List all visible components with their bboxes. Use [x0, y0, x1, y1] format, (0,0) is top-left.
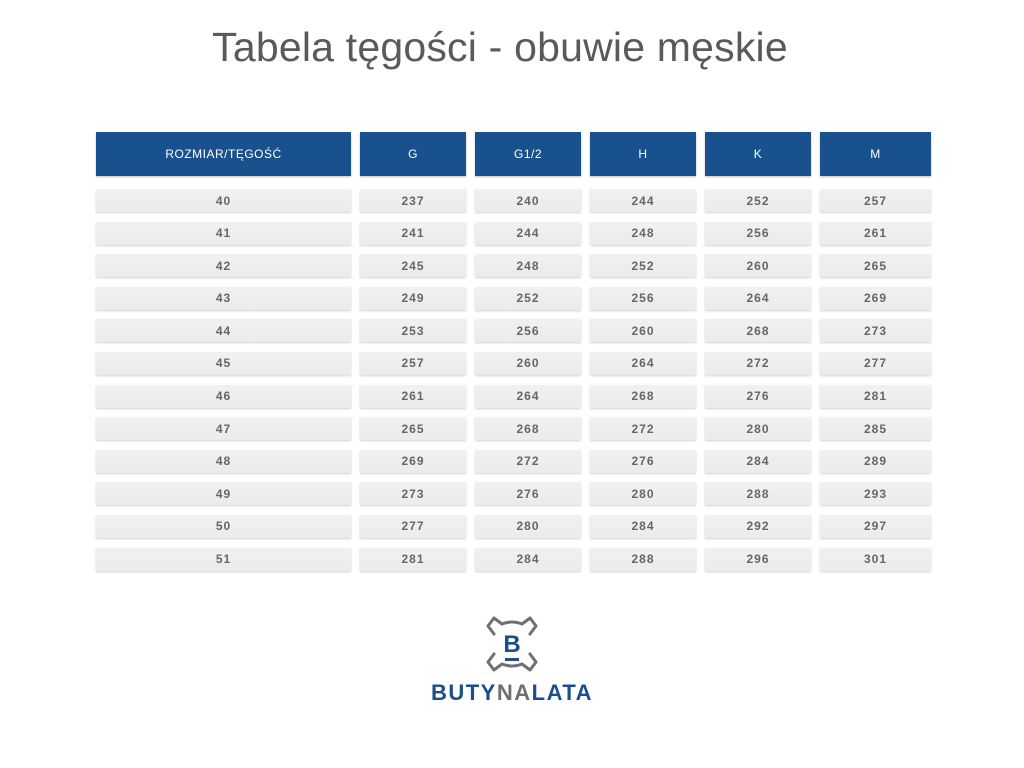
length-cell: 248 — [590, 222, 696, 245]
size-cell: 51 — [96, 548, 351, 571]
length-cell: 240 — [475, 189, 581, 212]
column-header-width: G1/2 — [475, 132, 581, 176]
brand-name — [430, 680, 594, 706]
length-cell: 256 — [705, 222, 811, 245]
length-cell: 252 — [475, 287, 581, 310]
length-cell: 265 — [360, 417, 466, 440]
length-cell: 268 — [705, 319, 811, 342]
length-cell: 281 — [360, 548, 466, 571]
leather-hide-icon — [480, 612, 544, 676]
length-cell: 276 — [705, 385, 811, 408]
column-header-width: H — [590, 132, 696, 176]
length-cell: 280 — [590, 482, 696, 505]
length-cell: 256 — [475, 319, 581, 342]
length-cell: 284 — [590, 515, 696, 538]
length-cell: 256 — [590, 287, 696, 310]
length-cell: 281 — [820, 385, 931, 408]
length-cell: 264 — [590, 352, 696, 375]
length-cell: 273 — [820, 319, 931, 342]
length-cell: 301 — [820, 548, 931, 571]
size-cell: 40 — [96, 189, 351, 212]
length-cell: 277 — [820, 352, 931, 375]
length-cell: 288 — [705, 482, 811, 505]
length-cell: 249 — [360, 287, 466, 310]
length-cell: 244 — [475, 222, 581, 245]
length-cell: 241 — [360, 222, 466, 245]
length-cell: 276 — [475, 482, 581, 505]
length-cell: 269 — [360, 450, 466, 473]
brand-part-2: NA — [496, 680, 532, 705]
length-cell: 277 — [360, 515, 466, 538]
length-cell: 276 — [590, 450, 696, 473]
column-header-width: M — [820, 132, 931, 176]
length-cell: 272 — [705, 352, 811, 375]
length-cell: 280 — [705, 417, 811, 440]
length-cell: 293 — [820, 482, 931, 505]
size-cell: 45 — [96, 352, 351, 375]
column-header-size: ROZMIAR/TĘGOŚĆ — [96, 132, 351, 176]
logo-letter: B — [503, 631, 521, 658]
length-cell: 257 — [360, 352, 466, 375]
length-cell: 261 — [360, 385, 466, 408]
column-header-width: G — [360, 132, 466, 176]
page-title: Tabela tęgości - obuwie męskie — [212, 24, 788, 70]
length-cell: 280 — [475, 515, 581, 538]
size-cell: 50 — [96, 515, 351, 538]
size-table — [96, 132, 931, 580]
size-cell: 43 — [96, 287, 351, 310]
length-cell: 264 — [705, 287, 811, 310]
brand-part-1: BUTY — [430, 680, 497, 705]
length-cell: 245 — [360, 254, 466, 277]
size-cell: 48 — [96, 450, 351, 473]
brand-part-3: LATA — [531, 680, 594, 705]
length-cell: 248 — [475, 254, 581, 277]
length-cell: 272 — [590, 417, 696, 440]
length-cell: 273 — [360, 482, 466, 505]
size-cell: 42 — [96, 254, 351, 277]
length-cell: 289 — [820, 450, 931, 473]
length-cell: 268 — [590, 385, 696, 408]
size-cell: 46 — [96, 385, 351, 408]
length-cell: 268 — [475, 417, 581, 440]
length-cell: 265 — [820, 254, 931, 277]
length-cell: 296 — [705, 548, 811, 571]
length-cell: 257 — [820, 189, 931, 212]
length-cell: 252 — [705, 189, 811, 212]
length-cell: 288 — [590, 548, 696, 571]
length-cell: 264 — [475, 385, 581, 408]
size-cell: 47 — [96, 417, 351, 440]
length-cell: 269 — [820, 287, 931, 310]
size-cell: 41 — [96, 222, 351, 245]
length-cell: 297 — [820, 515, 931, 538]
length-cell: 261 — [820, 222, 931, 245]
length-cell: 285 — [820, 417, 931, 440]
brand-logo — [430, 608, 594, 708]
length-cell: 237 — [360, 189, 466, 212]
length-cell: 253 — [360, 319, 466, 342]
column-header-width: K — [705, 132, 811, 176]
length-cell: 260 — [475, 352, 581, 375]
length-cell: 260 — [590, 319, 696, 342]
length-cell: 284 — [475, 548, 581, 571]
length-cell: 292 — [705, 515, 811, 538]
length-cell: 284 — [705, 450, 811, 473]
size-cell: 44 — [96, 319, 351, 342]
size-cell: 49 — [96, 482, 351, 505]
length-cell: 260 — [705, 254, 811, 277]
length-cell: 272 — [475, 450, 581, 473]
length-cell: 252 — [590, 254, 696, 277]
length-cell: 244 — [590, 189, 696, 212]
